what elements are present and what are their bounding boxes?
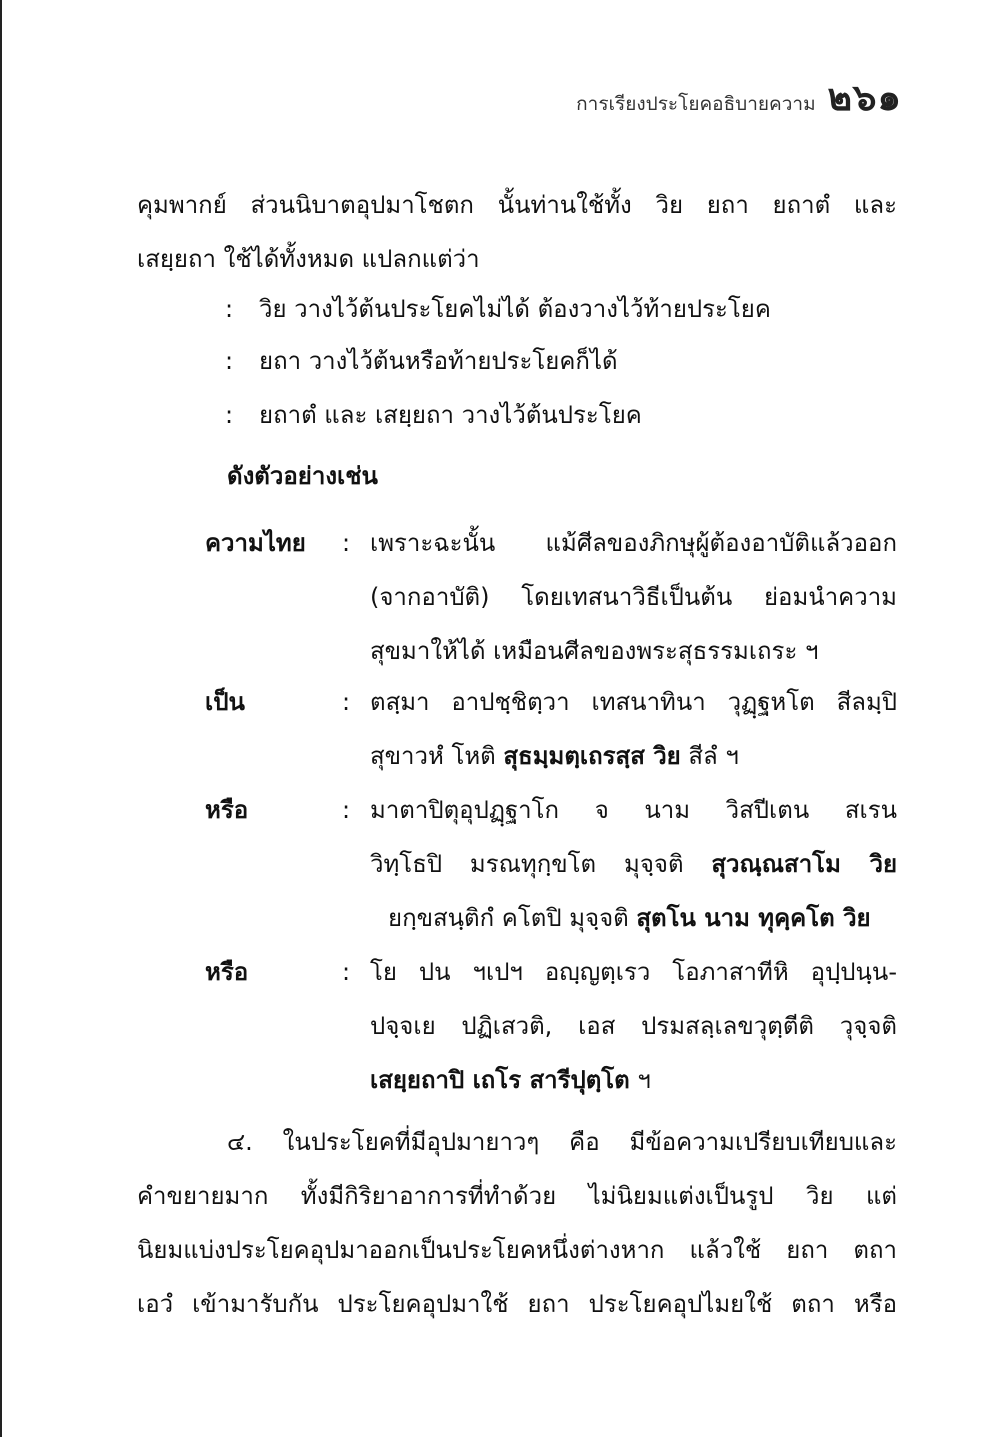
- example-pali-3: [205, 945, 897, 1109]
- intro-paragraph: [137, 178, 897, 286]
- example-bold-text: สุธมฺมตฺเถรสฺส วิย: [503, 742, 681, 770]
- intro-line: คุมพากย์ ส่วนนิบาตอุปมาโชตก นั้นท่านใช้ทั้ง วิย ยถา ยถาตํ และ: [137, 191, 897, 219]
- rule-colon: :: [225, 401, 234, 429]
- example-label: หรือ: [205, 796, 249, 824]
- example-colon: :: [342, 958, 351, 986]
- example-bold-text: เสยฺยถาปิ เถโร สารีปุตฺโต: [370, 1066, 630, 1094]
- rule-text: ยถา วางไว้ต้นหรือท้ายประโยคก็ได้: [259, 347, 618, 375]
- example-lines: [370, 516, 897, 678]
- example-line: ปจฺจเย ปฏิเสวติ, เอส ปรมสลฺเลขวุตฺตีติ วุจฺจติ: [370, 1012, 897, 1040]
- example-label: เป็น: [205, 688, 245, 716]
- closing-line: นิยมแบ่งประโยคอุปมาออกเป็นประโยคหนึ่งต่างหาก แล้วใช้ ยถา ตถา: [137, 1236, 897, 1264]
- closing-line: ๔. ในประโยคที่มีอุปมายาวๆ คือ มีข้อความเปรียบเทียบและ: [227, 1128, 897, 1156]
- example-line: มาตาปิตุอุปฏฺฐาโก จ นาม วิสปีเตน สเรน: [370, 796, 897, 824]
- example-line: โย ปน ฯเปฯ อญฺญตฺเรว โอภาสาทีหิ อุปฺปนฺน-: [370, 958, 897, 986]
- example-lines: [370, 783, 897, 945]
- rule-colon: :: [225, 347, 234, 375]
- example-line: เพราะฉะนั้น แม้ศีลของภิกษุผู้ต้องอาบัติแล้วออก: [370, 529, 897, 557]
- example-text: สีลํ ฯ: [680, 742, 739, 770]
- rule-text: วิย วางไว้ต้นประโยคไม่ได้ ต้องวางไว้ท้ายประโยค: [259, 295, 771, 323]
- example-bold-text: สุตโน นาม ทุคฺคโต วิย: [636, 904, 871, 932]
- example-label: ความไทย: [205, 529, 306, 557]
- example-line: ตสฺมา อาปชฺชิตฺวา เทสนาทินา วุฏฺฐหโต สีลมฺปิ: [370, 688, 897, 716]
- example-text: วิทฺโธปิ มรณทุกฺขโต มุจฺจติ: [370, 850, 712, 878]
- examples-heading: ดังตัวอย่างเช่น: [227, 462, 378, 490]
- example-line: (จากอาบัติ) โดยเทสนาวิธีเป็นต้น ย่อมนำความ: [370, 583, 897, 611]
- example-line: สุขมาให้ได้ เหมือนศีลของพระสุธรรมเถระ ฯ: [370, 637, 819, 665]
- example-text: สุขาวหํ โหติ: [370, 742, 504, 770]
- example-colon: :: [342, 796, 351, 824]
- intro-line: เสยฺยถา ใช้ได้ทั้งหมด แปลกแต่ว่า: [137, 245, 480, 273]
- example-lines: [370, 675, 897, 783]
- rule-item: [225, 334, 618, 388]
- example-lines: [370, 945, 897, 1107]
- example-thai: [205, 516, 897, 686]
- example-colon: :: [342, 688, 351, 716]
- page-edge: [0, 0, 2, 1437]
- example-line: [370, 837, 897, 891]
- example-colon: :: [342, 529, 351, 557]
- example-pali-1: [205, 675, 897, 785]
- example-line: [370, 1053, 897, 1107]
- rule-colon: :: [225, 295, 234, 323]
- closing-line: เอวํ เข้ามารับกัน ประโยคอุปมาใช้ ยถา ประโยคอุปไมยใช้ ตถา หรือ: [137, 1290, 897, 1318]
- closing-line: คำขยายมาก ทั้งมีกิริยาอาการที่ทำด้วย ไม่นิยมแต่งเป็นรูป วิย แต่: [137, 1182, 897, 1210]
- page-number: ๒๖๑: [827, 76, 902, 119]
- rule-text: ยถาตํ และ เสยฺยถา วางไว้ต้นประโยค: [259, 401, 642, 429]
- example-text: ฯ: [629, 1066, 651, 1094]
- rule-item: [225, 388, 642, 442]
- rule-item: [225, 282, 771, 336]
- example-label: หรือ: [205, 958, 249, 986]
- running-head: [576, 68, 902, 127]
- closing-paragraph: [137, 1115, 897, 1331]
- example-line: [370, 891, 897, 945]
- example-line: [370, 729, 897, 783]
- running-head-title: การเรียงประโยคอธิบายความ: [576, 93, 816, 115]
- example-bold-text: สุวณฺณสาโม วิย: [711, 850, 898, 878]
- example-pali-2: [205, 783, 897, 947]
- example-text: ยกฺขสนฺติกํ คโตปิ มุจฺจติ: [388, 904, 637, 932]
